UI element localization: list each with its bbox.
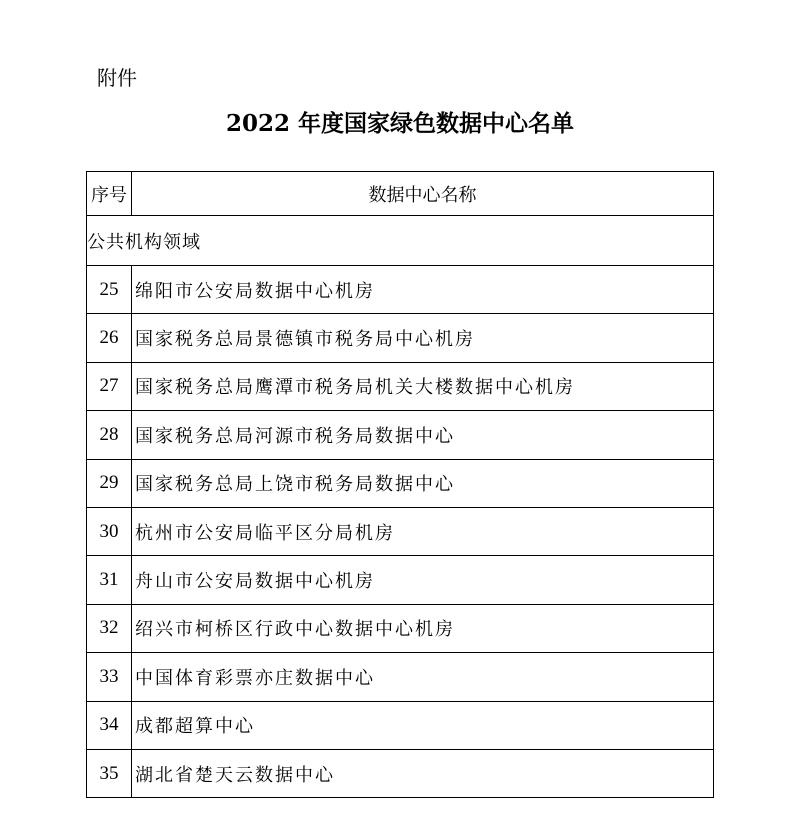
table-row bbox=[87, 749, 714, 797]
row-name: 绍兴市柯桥区行政中心数据中心机房 bbox=[132, 604, 714, 652]
table-header-row bbox=[87, 172, 714, 216]
table-row bbox=[87, 653, 714, 701]
header-name: 数据中心名称 bbox=[132, 172, 714, 216]
row-name: 国家税务总局河源市税务局数据中心 bbox=[132, 411, 714, 459]
row-number: 31 bbox=[87, 556, 132, 604]
table-row bbox=[87, 411, 714, 459]
section-title: 公共机构领域 bbox=[87, 216, 714, 266]
header-number: 序号 bbox=[87, 172, 132, 216]
page-bottom-margin bbox=[0, 800, 800, 828]
section-row bbox=[87, 216, 714, 266]
table-row bbox=[87, 507, 714, 555]
table-row bbox=[87, 604, 714, 652]
row-number: 25 bbox=[87, 266, 132, 314]
row-name: 舟山市公安局数据中心机房 bbox=[132, 556, 714, 604]
row-number: 26 bbox=[87, 314, 132, 362]
row-name: 国家税务总局上饶市税务局数据中心 bbox=[132, 459, 714, 507]
table-row bbox=[87, 459, 714, 507]
table-row bbox=[87, 314, 714, 362]
row-number: 30 bbox=[87, 507, 132, 555]
row-number: 34 bbox=[87, 701, 132, 749]
table-row bbox=[87, 556, 714, 604]
data-center-table bbox=[86, 171, 714, 798]
row-name: 杭州市公安局临平区分局机房 bbox=[132, 507, 714, 555]
row-name: 湖北省楚天云数据中心 bbox=[132, 749, 714, 797]
row-name: 中国体育彩票亦庄数据中心 bbox=[132, 653, 714, 701]
row-name: 绵阳市公安局数据中心机房 bbox=[132, 266, 714, 314]
row-number: 35 bbox=[87, 749, 132, 797]
row-number: 28 bbox=[87, 411, 132, 459]
row-number: 33 bbox=[87, 653, 132, 701]
row-number: 29 bbox=[87, 459, 132, 507]
row-name: 成都超算中心 bbox=[132, 701, 714, 749]
row-number: 32 bbox=[87, 604, 132, 652]
document-title: 2022 年度国家绿色数据中心名单 bbox=[225, 110, 575, 137]
table-row bbox=[87, 701, 714, 749]
table-row bbox=[87, 266, 714, 314]
row-name: 国家税务总局景德镇市税务局中心机房 bbox=[132, 314, 714, 362]
attachment-label: 附件 bbox=[97, 66, 137, 90]
table-row bbox=[87, 362, 714, 410]
row-name: 国家税务总局鹰潭市税务局机关大楼数据中心机房 bbox=[132, 362, 714, 410]
row-number: 27 bbox=[87, 362, 132, 410]
